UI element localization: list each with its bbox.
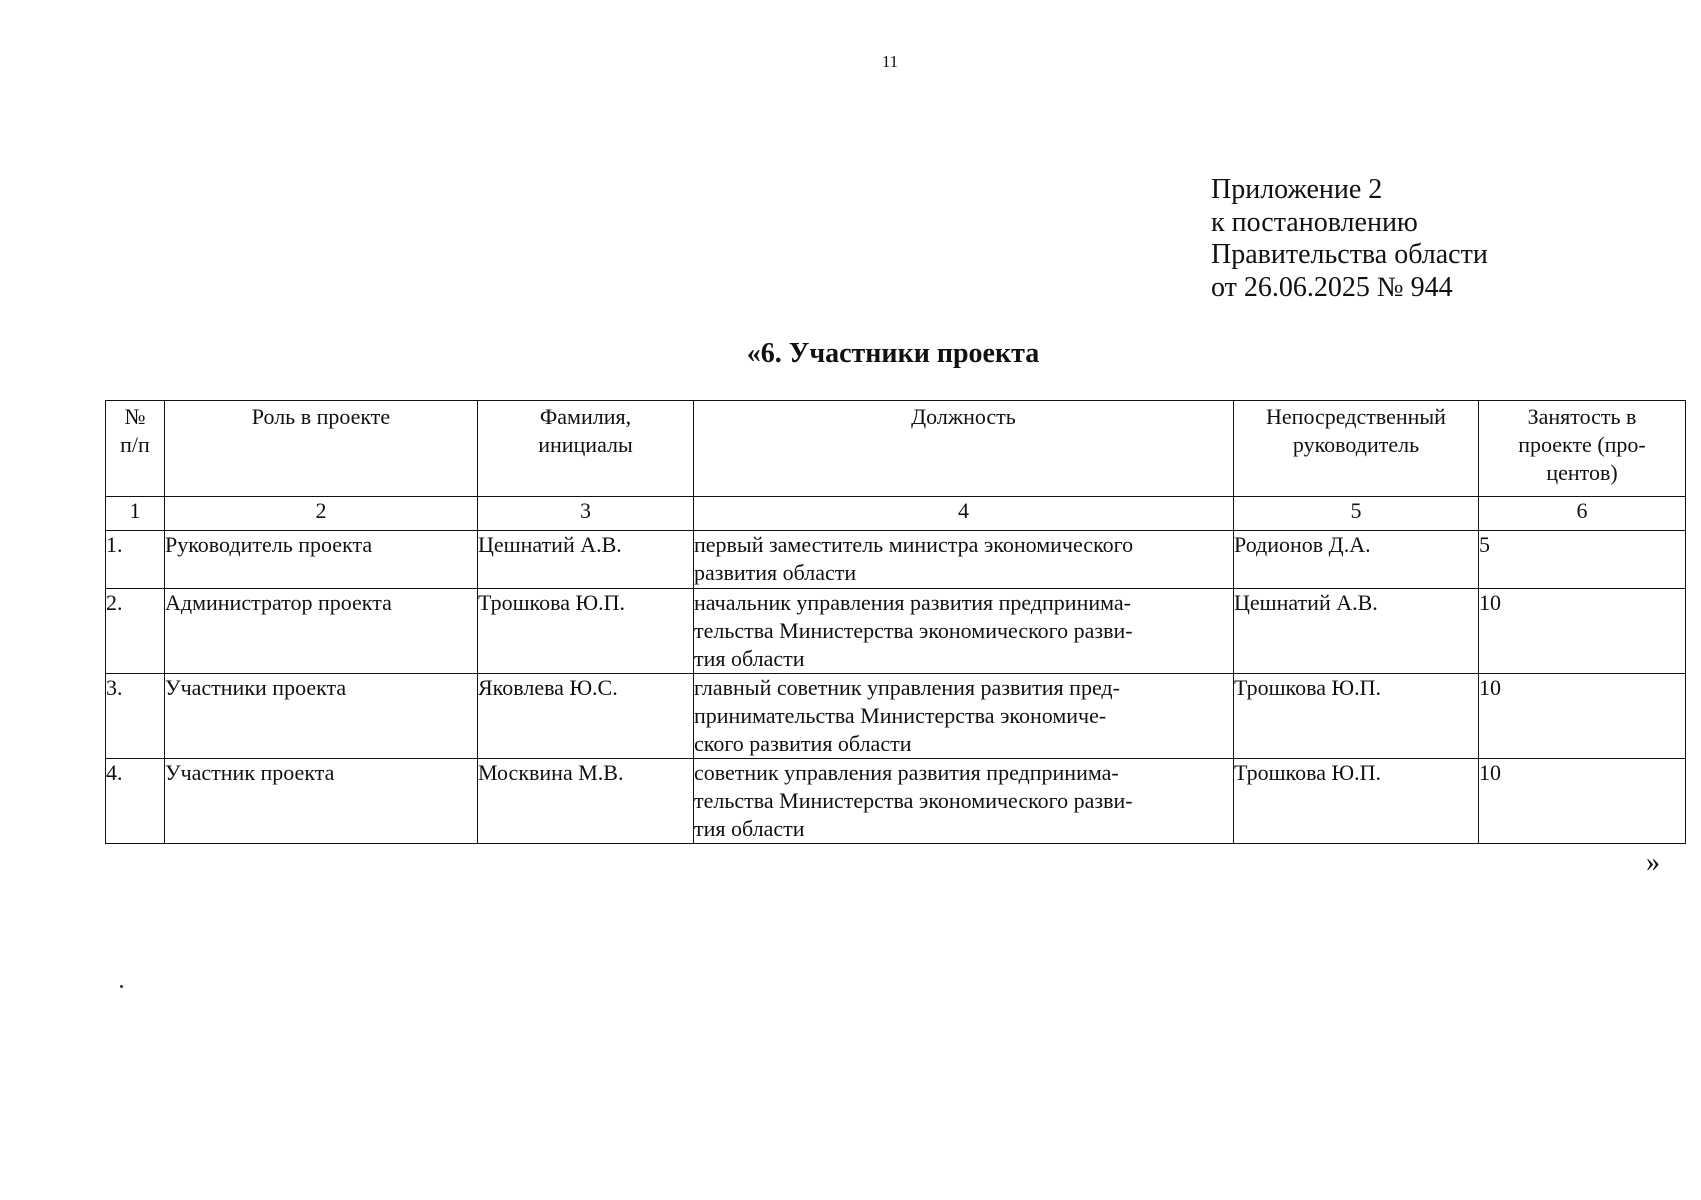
- header-text: №: [124, 404, 146, 429]
- row-role: Участник проекта: [165, 759, 478, 844]
- table-row: [106, 589, 1686, 674]
- header-text: инициалы: [538, 432, 633, 457]
- header-text: Занятость в: [1527, 404, 1637, 429]
- row-role: Администратор проекта: [165, 589, 478, 674]
- position-line: советник управления развития предпринима-: [694, 760, 1119, 785]
- participants-table: [105, 400, 1686, 844]
- header-cell-position: [694, 401, 1234, 497]
- row-position: [694, 531, 1234, 589]
- row-position: [694, 589, 1234, 674]
- position-line: тия области: [694, 646, 805, 671]
- row-role: Руководитель проекта: [165, 531, 478, 589]
- page-number: 11: [881, 52, 899, 71]
- row-name: Москвина М.В.: [478, 759, 694, 844]
- table-row: [106, 759, 1686, 844]
- column-number: 3: [478, 497, 694, 531]
- position-line: тельства Министерства экономического разви-: [694, 788, 1133, 813]
- closing-quote: »: [1646, 847, 1660, 878]
- column-number: 2: [165, 497, 478, 531]
- header-cell-manager: [1234, 401, 1479, 497]
- row-employment: 5: [1479, 531, 1686, 589]
- row-employment: 10: [1479, 674, 1686, 759]
- position-line: начальник управления развития предпринима-: [694, 590, 1131, 615]
- header-text: Должность: [911, 404, 1016, 429]
- position-line: первый заместитель министра экономического: [694, 532, 1134, 557]
- table-header-row: [106, 401, 1686, 497]
- position-line: развития области: [694, 560, 857, 585]
- row-manager: Цешнатий А.В.: [1234, 589, 1479, 674]
- row-manager: Трошкова Ю.П.: [1234, 759, 1479, 844]
- position-line: ского развития области: [694, 731, 912, 756]
- table-row: [106, 531, 1686, 589]
- row-number: 3.: [106, 674, 165, 759]
- appendix-line: Приложение 2: [1211, 174, 1383, 205]
- row-employment: 10: [1479, 759, 1686, 844]
- row-manager: Трошкова Ю.П.: [1234, 674, 1479, 759]
- position-line: главный советник управления развития пред-: [694, 675, 1120, 700]
- position-line: тия области: [694, 816, 805, 841]
- header-text: Фамилия,: [539, 404, 632, 429]
- row-employment: 10: [1479, 589, 1686, 674]
- position-line: тельства Министерства экономического разви-: [694, 618, 1133, 643]
- header-text: Роль в проекте: [251, 404, 391, 429]
- position-line: принимательства Министерства экономиче-: [694, 703, 1107, 728]
- header-text: п/п: [120, 432, 150, 457]
- column-number: 6: [1479, 497, 1686, 531]
- row-role: Участники проекта: [165, 674, 478, 759]
- column-number: 4: [694, 497, 1234, 531]
- stray-dot: [120, 985, 123, 988]
- column-number: 1: [106, 497, 165, 531]
- appendix-line: Правительства области: [1211, 239, 1488, 270]
- row-number: 2.: [106, 589, 165, 674]
- header-cell-num: [106, 401, 165, 497]
- header-text: руководитель: [1292, 432, 1420, 457]
- header-text: проекте (про-: [1518, 432, 1646, 457]
- section-title: «6. Участники проекта: [746, 338, 1040, 369]
- appendix-line: к постановлению: [1211, 206, 1418, 238]
- appendix-line: от 26.06.2025 № 944: [1211, 271, 1453, 303]
- row-position: [694, 759, 1234, 844]
- header-cell-name: [478, 401, 694, 497]
- row-number: 4.: [106, 759, 165, 844]
- row-name: Яковлева Ю.С.: [478, 674, 694, 759]
- table-row: [106, 674, 1686, 759]
- header-cell-employment: [1479, 401, 1686, 497]
- row-name: Трошкова Ю.П.: [478, 589, 694, 674]
- appendix-block: [1211, 174, 1488, 304]
- column-number: 5: [1234, 497, 1479, 531]
- row-name: Цешнатий А.В.: [478, 531, 694, 589]
- row-position: [694, 674, 1234, 759]
- row-manager: Родионов Д.А.: [1234, 531, 1479, 589]
- column-number-row: [106, 497, 1686, 531]
- header-cell-role: [165, 401, 478, 497]
- header-text: Непосредственный: [1266, 404, 1446, 429]
- row-number: 1.: [106, 531, 165, 589]
- header-text: центов): [1546, 460, 1618, 485]
